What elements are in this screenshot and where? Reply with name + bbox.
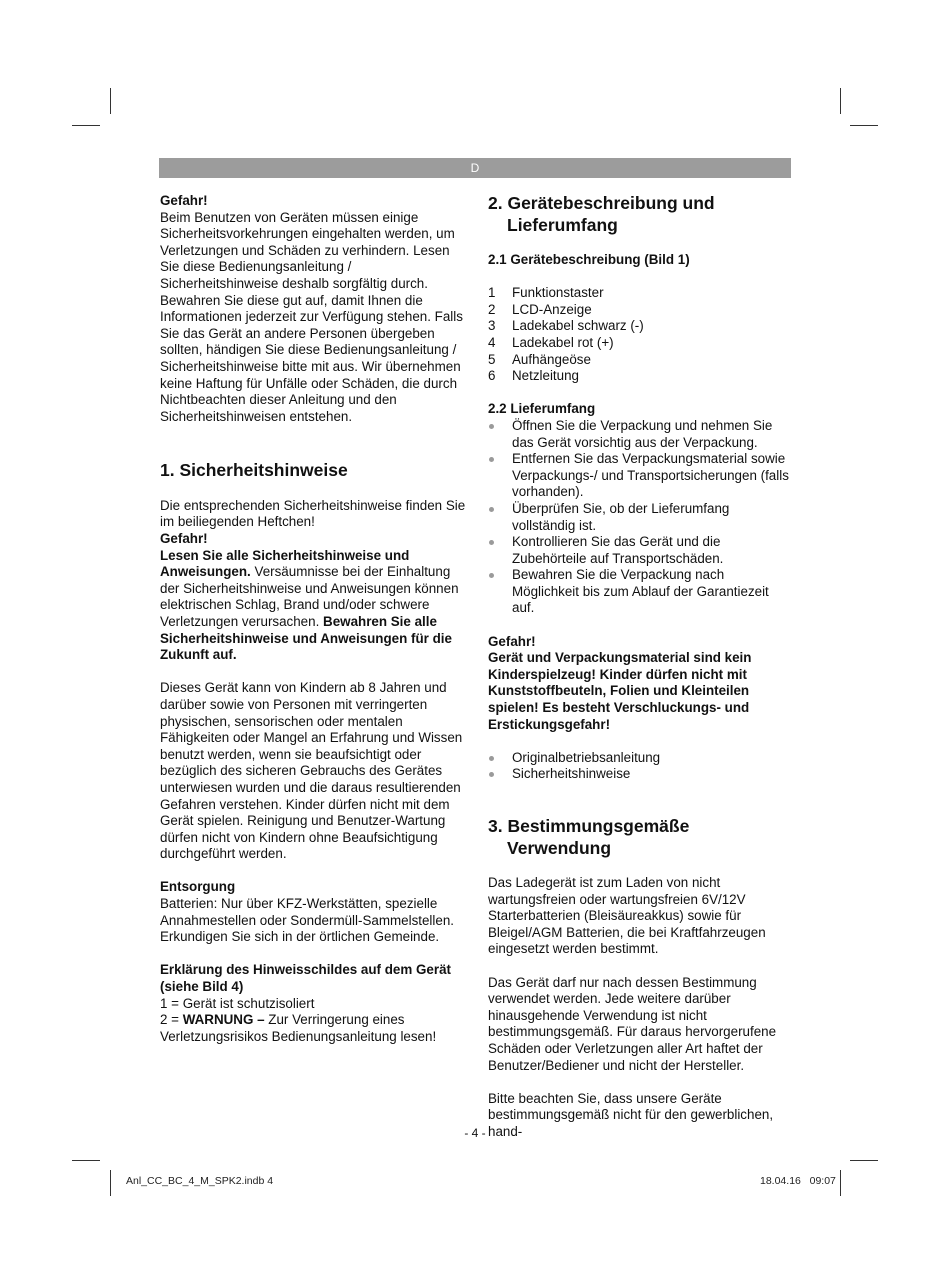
- list-item: Sicherheitshinweise: [488, 766, 792, 783]
- section-2-2-title: 2.2 Lieferumfang: [488, 401, 596, 417]
- list-item: [488, 335, 792, 352]
- crop-mark: [850, 125, 878, 126]
- item-label: Aufhängeöse: [512, 351, 591, 367]
- list-item: Kontrollieren Sie das Gerät und die Zubehörteile auf Transportschäden.: [488, 534, 792, 567]
- crop-mark: [72, 1160, 100, 1161]
- section-2-1-title: 2.1 Gerätebeschreibung (Bild 1): [488, 252, 690, 267]
- intended-use-paragraph-2: Das Gerät darf nur nach dessen Bestimmung verwendet werden. Jede weitere darüber hinausgehende Verwendung ist nicht bestimmungsgemäß. Für daraus hervorgerufene Schäden oder Verletzungen aller Art haftet der Benutzer/Bediener und nicht der Hersteller.: [488, 974, 777, 1073]
- sign-line-2: [160, 1012, 466, 1045]
- sign-heading: Erklärung des Hinweisschildes auf dem Gerät (siehe Bild 4): [160, 962, 451, 995]
- language-code: D: [470, 161, 480, 175]
- section-2-title: 2. Gerätebeschreibung und Lieferumfang: [488, 193, 715, 235]
- safety-danger-heading: Gefahr!: [160, 531, 208, 546]
- intended-use-paragraph-1: Das Ladegerät ist zum Laden von nicht wartungsfreien oder wartungsfreien 6V/12V Starterbatterien (Bleisäureakkus) sowie für Bleigel/AGM Batterien, die bei Kraftfahrzeugen eingesetzt werden bestimmt.: [488, 875, 766, 957]
- item-label: Funktionstaster: [512, 285, 604, 301]
- sign-line-2-text: Zur Verringerung eines Verletzungsrisikos Bedienungsanleitung lesen!: [160, 1012, 437, 1044]
- danger-2-heading: Gefahr!: [488, 633, 536, 649]
- crop-mark: [110, 1170, 111, 1196]
- item-label: Ladekabel schwarz (-): [512, 318, 644, 334]
- section-3-title: 3. Bestimmungsgemäße Verwendung: [488, 816, 690, 858]
- file-name: Anl_CC_BC_4_M_SPK2.indb 4: [126, 1175, 274, 1187]
- intended-use-paragraph-3: Bitte beachten Sie, dass unsere Geräte bestimmungsgemäß nicht für den gewerblichen, hand-: [488, 1090, 774, 1139]
- list-item: Überprüfen Sie, ob der Lieferumfang vollständig ist.: [488, 501, 792, 534]
- list-item: Bewahren Sie die Verpackung nach Möglichkeit bis zum Ablauf der Garantiezeit auf.: [488, 567, 792, 617]
- right-column: [488, 193, 792, 1141]
- list-item: Originalbetriebsanleitung: [488, 750, 792, 767]
- warning-text: Versäumnisse bei der Einhaltung der Sicherheitshinweise und Anweisungen können elektrischen Schlag, Brand und/oder schwere Verletzungen verursachen.: [160, 564, 459, 629]
- parts-list: [488, 285, 792, 385]
- sign-line-1: 1 = Gerät ist schutzisoliert: [160, 995, 315, 1011]
- danger-2-paragraph: Gerät und Verpackungsmaterial sind kein Kinderspielzeug! Kinder dürfen nicht mit Kunststoffbeuteln, Folien und Kleinteilen spielen! Es besteht Verschluckungs- und Erstickungsgefahr!: [488, 650, 752, 732]
- page-number: - 4 -: [464, 1126, 486, 1140]
- crop-mark: [850, 1160, 878, 1161]
- danger-paragraph: Beim Benutzen von Geräten müssen einige Sicherheitsvorkehrungen eingehalten werden, um Verletzungen und Schäden zu verhindern. Lesen Sie diese Bedienungsanleitung / Sicherheitshinweise deshalb sorgfältig durch. Bewahren Sie diese gut auf, damit Ihnen die Informationen jederzeit zur Verfügung stehen. Falls Sie das Gerät an andere Personen übergeben sollten, händigen Sie diese Bedienungsanleitung / Sicherheitshinweise bitte mit aus. Wir übernehmen keine Haftung für Unfälle oder Schäden, die durch Nichtbeachten dieser Anleitung und den Sicherheitshinweisen entstehen.: [160, 209, 463, 424]
- list-item: [488, 302, 792, 319]
- children-paragraph: Dieses Gerät kann von Kindern ab 8 Jahren und darüber sowie von Personen mit verringerten physischen, sensorischen oder mentalen Fähigkeiten oder Mangel an Erfahrung und Wissen benutzt werden, wenn sie beaufsichtigt oder bezüglich des sicheren Gebrauchs des Gerätes unterwiesen wurden und die daraus resultierenden Gefahren verstehen. Kinder dürfen nicht mit dem Gerät spielen. Reinigung und Benutzer-Wartung dürfen nicht von Kindern ohne Beaufsichtigung durchgeführt werden.: [160, 680, 463, 862]
- item-number: 6: [488, 368, 496, 384]
- print-timestamp: 18.04.16 09:07: [760, 1175, 836, 1187]
- language-header-bar: [159, 158, 791, 178]
- list-item: [488, 352, 792, 369]
- list-item: Öffnen Sie die Verpackung und nehmen Sie das Gerät vorsichtig aus der Verpackung.: [488, 418, 792, 451]
- crop-mark: [840, 88, 841, 114]
- crop-mark: [72, 125, 100, 126]
- item-label: Ladekabel rot (+): [512, 334, 614, 350]
- warning-bold-1: Lesen Sie alle Sicherheitshinweise und Anweisungen.: [160, 547, 410, 580]
- documents-list: [488, 750, 792, 783]
- item-number: 3: [488, 318, 496, 334]
- item-number: 5: [488, 351, 496, 367]
- item-number: 4: [488, 334, 496, 350]
- safety-intro: Die entsprechenden Sicherheitshinweise finden Sie im beiliegenden Heftchen!: [160, 497, 466, 530]
- sign-warning-label: WARNUNG –: [182, 1012, 265, 1028]
- warning-bold-2: Bewahren Sie alle Sicherheitshinweise und Anweisungen für die Zukunft auf.: [160, 613, 452, 663]
- section-1-title: 1. Sicherheitshinweise: [160, 460, 348, 481]
- safety-warning-paragraph: [160, 548, 466, 664]
- delivery-list: [488, 418, 792, 617]
- item-label: LCD-Anzeige: [512, 301, 592, 317]
- left-column: [160, 193, 466, 1045]
- list-item: [488, 318, 792, 335]
- sign-line-2-prefix: 2 =: [160, 1012, 183, 1028]
- item-number: 1: [488, 285, 496, 301]
- disposal-heading: Entsorgung: [160, 879, 236, 895]
- list-item: Entfernen Sie das Verpackungsmaterial sowie Verpackungs-/ und Transportsicherungen (falls vorhanden).: [488, 451, 792, 501]
- crop-mark: [110, 88, 111, 114]
- item-label: Netzleitung: [512, 368, 579, 384]
- item-number: 2: [488, 301, 496, 317]
- list-item: [488, 368, 792, 385]
- crop-mark: [840, 1170, 841, 1196]
- danger-heading: Gefahr!: [160, 193, 208, 208]
- disposal-paragraph: Batterien: Nur über KFZ-Werkstätten, spezielle Annahmestellen oder Sondermüll-Sammelstellen. Erkundigen Sie sich in der örtlichen Gemeinde.: [160, 896, 454, 945]
- list-item: [488, 285, 792, 302]
